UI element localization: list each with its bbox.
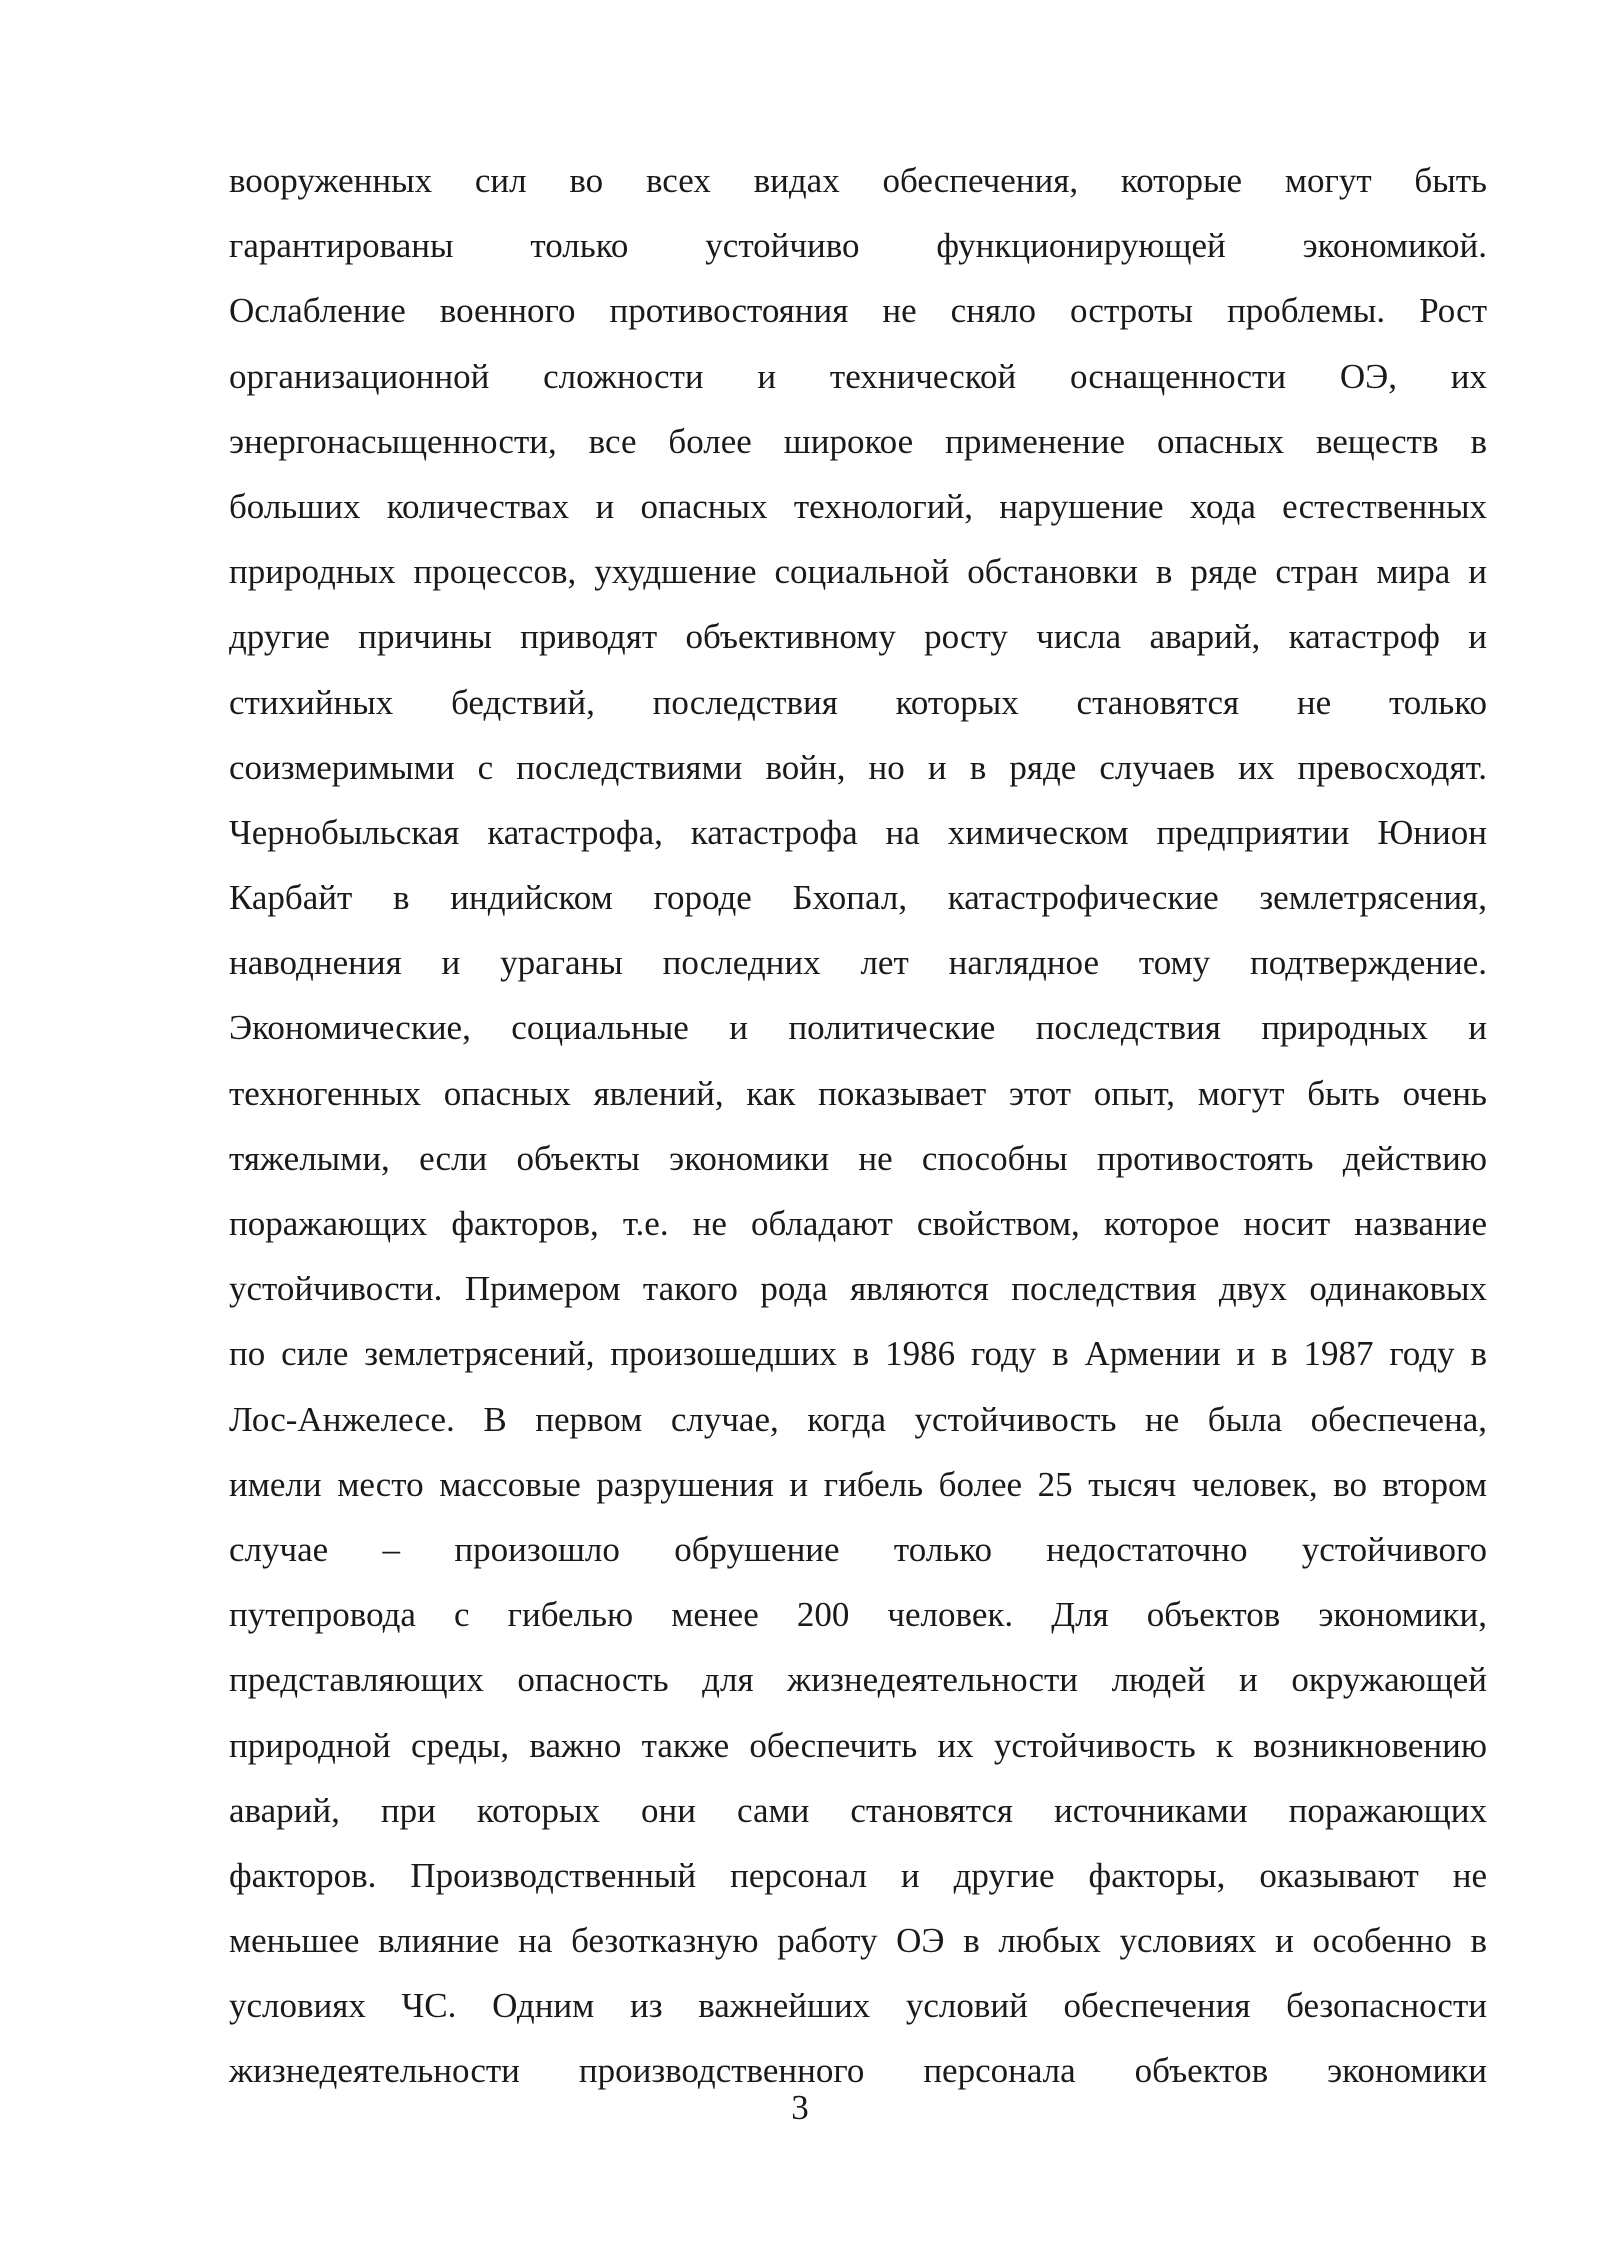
text-line: Лос-Анжелесе. В первом случае, когда устойчивость не была обеспечена, [229,1399,1487,1439]
text-line: устойчивости. Примером такого рода являются последствия двух одинаковых [229,1269,1487,1309]
text-line: представляющих опасность для жизнедеятельности людей и окружающей [229,1660,1487,1700]
text-line: энергонасыщенности, все более широкое применение опасных веществ в [229,421,1487,461]
text-line: по силе землетрясений, произошедших в 1986 году в Армении и в 1987 году в [229,1334,1487,1374]
text-line: аварий, при которых они сами становятся источниками поражающих [229,1790,1487,1830]
text-line: Карбайт в индийском городе Бхопал, катастрофические землетрясения, [229,878,1487,918]
text-line: условиях ЧС. Одним из важнейших условий обеспечения безопасности [229,1986,1487,2026]
text-line: факторов. Производственный персонал и другие факторы, оказывают не [229,1855,1487,1895]
text-line: имели место массовые разрушения и гибель более 25 тысяч человек, во втором [229,1464,1487,1504]
text-line: Экономические, социальные и политические последствия природных и [229,1008,1487,1048]
text-line: другие причины приводят объективному росту числа аварий, катастроф и [229,617,1487,657]
text-line: случае – произошло обрушение только недостаточно устойчивого [229,1529,1487,1569]
text-line: путепровода с гибелью менее 200 человек. Для объектов экономики, [229,1595,1487,1635]
text-line: поражающих факторов, т.е. не обладают свойством, которое носит название [229,1204,1487,1243]
text-line: стихийных бедствий, последствия которых становятся не только [229,682,1487,722]
text-line: жизнедеятельности производственного персонала объектов экономики [229,2051,1487,2091]
text-line: организационной сложности и технической оснащенности ОЭ, их [229,356,1487,396]
text-line: гарантированы только устойчиво функционирующей экономикой. [229,226,1487,266]
text-line: природной среды, важно также обеспечить их устойчивость к возникновению [229,1725,1487,1765]
text-line: меньшее влияние на безотказную работу ОЭ в любых условиях и особенно в [229,1921,1487,1961]
text-line: техногенных опасных явлений, как показывает этот опыт, могут быть очень [229,1073,1487,1113]
text-line: тяжелыми, если объекты экономики не способны противостоять действию [229,1138,1487,1178]
text-line: Чернобыльская катастрофа, катастрофа на химическом предприятии Юнион [229,812,1487,852]
text-line: природных процессов, ухудшение социальной обстановки в ряде стран мира и [229,552,1487,592]
text-line: больших количествах и опасных технологий, нарушение хода естественных [229,486,1487,526]
text-line: Ослабление военного противостояния не сняло остроты проблемы. Рост [229,291,1487,331]
text-line: соизмеримыми с последствиями войн, но и в ряде случаев их превосходят. [229,747,1487,787]
body-paragraph [229,148,1487,2104]
text-line: наводнения и ураганы последних лет наглядное тому подтверждение. [229,943,1487,983]
text-line: вооруженных сил во всех видах обеспечения, которые могут быть [229,161,1487,200]
page-number: 3 [791,2088,809,2127]
